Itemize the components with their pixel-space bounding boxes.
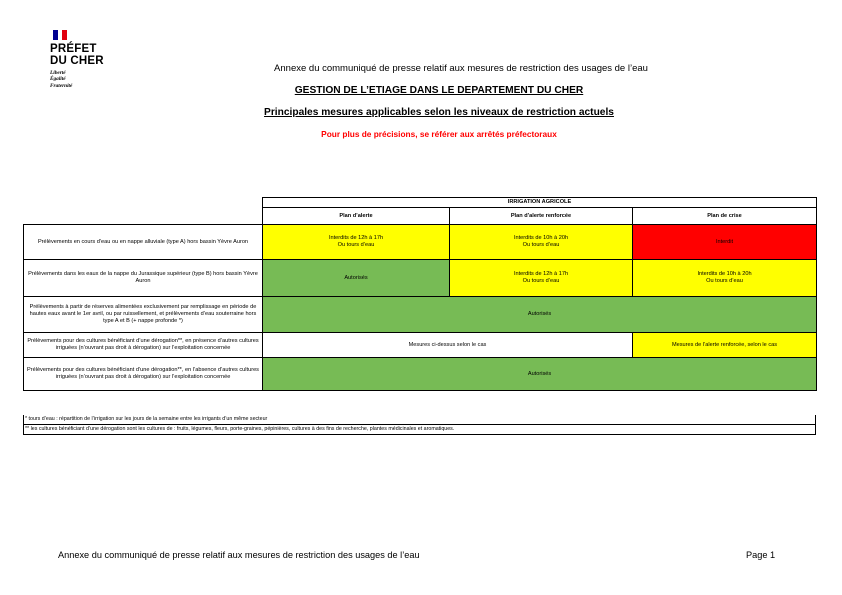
footer-annex: Annexe du communiqué de presse relatif aux mesures de restriction des usages de l’eau [58,550,420,560]
col-plan-alerte: Plan d’alerte [263,208,450,225]
blank-corner [24,198,263,225]
section-title: IRRIGATION AGRICOLE [263,198,817,208]
cell-alerte: Autorisés [263,260,450,297]
precision-note: Pour plus de précisions, se référer aux arrêtés préfectoraux [321,129,557,139]
row-label: Prélèvements dans les eaux de la nappe du Jurassique supérieur (type B) hors bassin Yèvre Auron [24,260,263,297]
table-row [24,358,817,391]
page-title: GESTION DE L’ETIAGE DANS LE DEPARTEMENT DU CHER [294,85,584,96]
row-label: Prélèvements pour des cultures bénéficiant d’une dérogation**, en l’absence d’autres cultures irriguées (n’ouvrant pas droit à dérogation) sur l’exploitation concernée [24,358,263,391]
footnote-tours-eau: * tours d’eau : répartition de l’irrigation sur les jours de la semaine entre les irrigants d’un même secteur [23,415,816,425]
restriction-table [23,197,817,391]
cell-alerte-renforcee: Interdits de 10h à 20h Ou tours d’eau [450,225,633,260]
cell-alerte: Interdits de 12h à 17h Ou tours d’eau [263,225,450,260]
cell-merged: Autorisés [263,297,817,333]
cell-crise: Interdit [633,225,817,260]
cell-merged: Mesures ci-dessus selon le cas [263,333,633,358]
motto-liberte: Liberté [50,70,66,76]
logo-name-line1: PRÉFET [50,43,97,55]
cell-alerte-renforcee: Interdits de 12h à 17h Ou tours d’eau [450,260,633,297]
col-plan-crise: Plan de crise [633,208,817,225]
table-row [24,260,817,297]
section-header-row [24,198,817,208]
table-row [24,297,817,333]
footnote-derogation: ** les cultures bénéficiant d’une dérogation sont les cultures de : fruits, légumes, fleurs, porte-graines, pépinières, cultures à des fins de recherche, plantes médicinales et aromatiques. [23,425,816,435]
annex-header: Annexe du communiqué de presse relatif aux mesures de restriction des usages de l’eau [274,63,648,74]
motto-fraternite: Fraternité [50,82,73,89]
page-number: Page 1 [746,550,776,560]
row-label: Prélèvements en cours d’eau ou en nappe alluviale (type A) hors bassin Yèvre Auron [24,225,263,260]
motto-egalite: Égalité [50,76,66,83]
footnotes [23,415,816,435]
cell-crise: Interdits de 10h à 20h Ou tours d’eau [633,260,817,297]
page-subtitle: Principales mesures applicables selon les niveaux de restriction actuels [264,107,614,118]
prefecture-logo [50,30,120,89]
table-row [24,333,817,358]
cell-merged: Autorisés [263,358,817,391]
table-row [24,225,817,260]
cell-crise: Mesures de l’alerte renforcée, selon le cas [633,333,817,358]
row-label: Prélèvements à partir de réserves alimentées exclusivement par remplissage en période de hautes eaux avant le 1er avril, ou par ruissellement, et prélèvements d’eau souterraine hors type A et B (+ nappe profonde *) [24,297,263,333]
tricolor-flag-icon [53,30,67,40]
col-plan-alerte-renforcee: Plan d’alerte renforcée [450,208,633,225]
logo-name-line2: DU CHER [50,54,104,67]
row-label: Prélèvements pour des cultures bénéficiant d’une dérogation**, en présence d’autres cultures irriguées (n’ouvrant pas droit à dérogation) sur l’exploitation concernée [24,333,263,358]
